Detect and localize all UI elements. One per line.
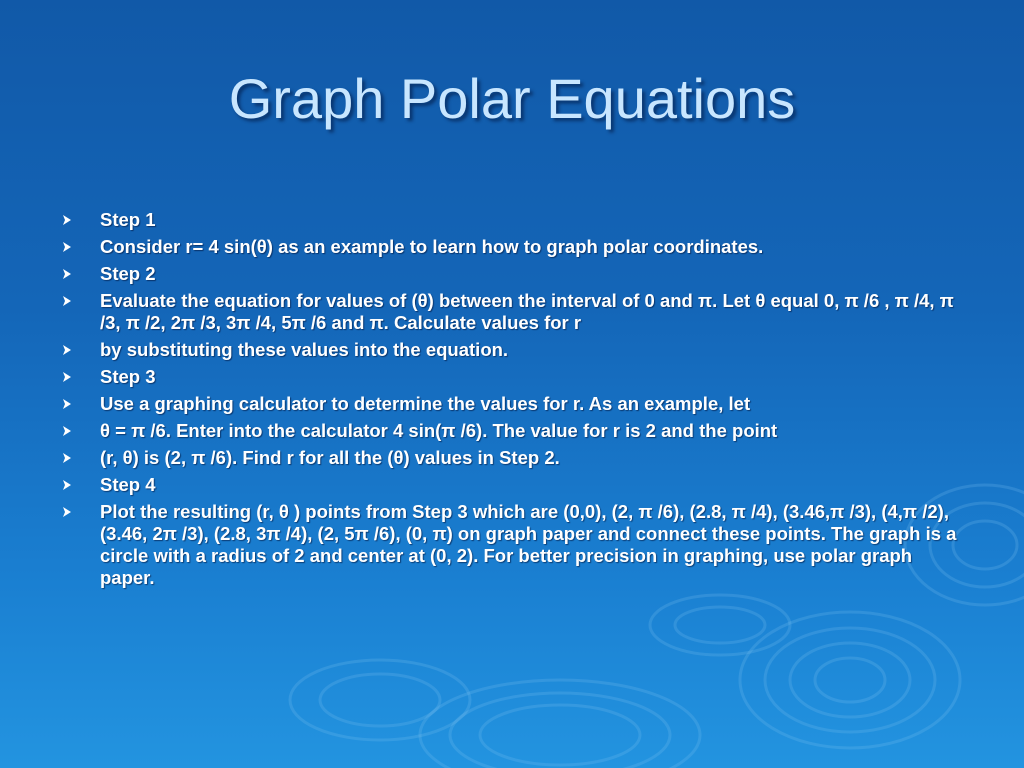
arrow-bullet-icon	[62, 345, 72, 355]
bullet-substituting	[62, 339, 962, 361]
bullet-step-3	[62, 366, 962, 388]
bullet-text: by substituting these values into the equation.	[100, 339, 509, 360]
bullet-text: Step 4	[100, 474, 156, 495]
arrow-bullet-icon	[62, 269, 72, 279]
arrow-bullet-icon	[62, 242, 72, 252]
bullet-text: Step 3	[100, 366, 156, 387]
bullet-evaluate-equation	[62, 290, 962, 334]
arrow-bullet-icon	[62, 296, 72, 306]
bullet-consider-example	[62, 236, 962, 258]
arrow-bullet-icon	[62, 480, 72, 490]
bullet-list	[62, 209, 962, 594]
slide-title: Graph Polar Equations	[228, 67, 796, 130]
bullet-step-1	[62, 209, 962, 231]
arrow-bullet-icon	[62, 399, 72, 409]
bullet-text: Consider r= 4 sin(θ) as an example to learn how to graph polar coordinates.	[100, 236, 764, 257]
bullet-text: Plot the resulting (r, θ ) points from Step 3 which are (0,0), (2, π /6), (2.8, π /4), (3.46,π /3), (4,π /2), (3.46, 2π /3), (2.8, 3π /4), (2, 5π /6), (0, π) on graph paper and connect these points. The graph is a circle with a radius of 2 and center at (0, 2). For better precision in graphing, use polar graph paper.	[100, 501, 957, 588]
arrow-bullet-icon	[62, 372, 72, 382]
bullet-step-2	[62, 263, 962, 285]
bullet-text: (r, θ) is (2, π /6). Find r for all the (θ) values in Step 2.	[100, 447, 560, 468]
bullet-text: Step 2	[100, 263, 156, 284]
bullet-step-4	[62, 474, 962, 496]
bullet-text: Evaluate the equation for values of (θ) between the interval of 0 and π. Let θ equal 0, π /6 , π /4, π /3, π /2, 2π /3, 3π /4, 5π /6 and π. Calculate values for r	[100, 290, 954, 333]
bullet-plot-points	[62, 501, 962, 589]
arrow-bullet-icon	[62, 507, 72, 517]
bullet-text: Step 1	[100, 209, 156, 230]
arrow-bullet-icon	[62, 453, 72, 463]
arrow-bullet-icon	[62, 426, 72, 436]
bullet-find-r	[62, 447, 962, 469]
bullet-text: θ = π /6. Enter into the calculator 4 sin(π /6). The value for r is 2 and the point	[100, 420, 778, 441]
bullet-text: Use a graphing calculator to determine the values for r. As an example, let	[100, 393, 751, 414]
bullet-theta-example	[62, 420, 962, 442]
bullet-graphing-calculator	[62, 393, 962, 415]
arrow-bullet-icon	[62, 215, 72, 225]
